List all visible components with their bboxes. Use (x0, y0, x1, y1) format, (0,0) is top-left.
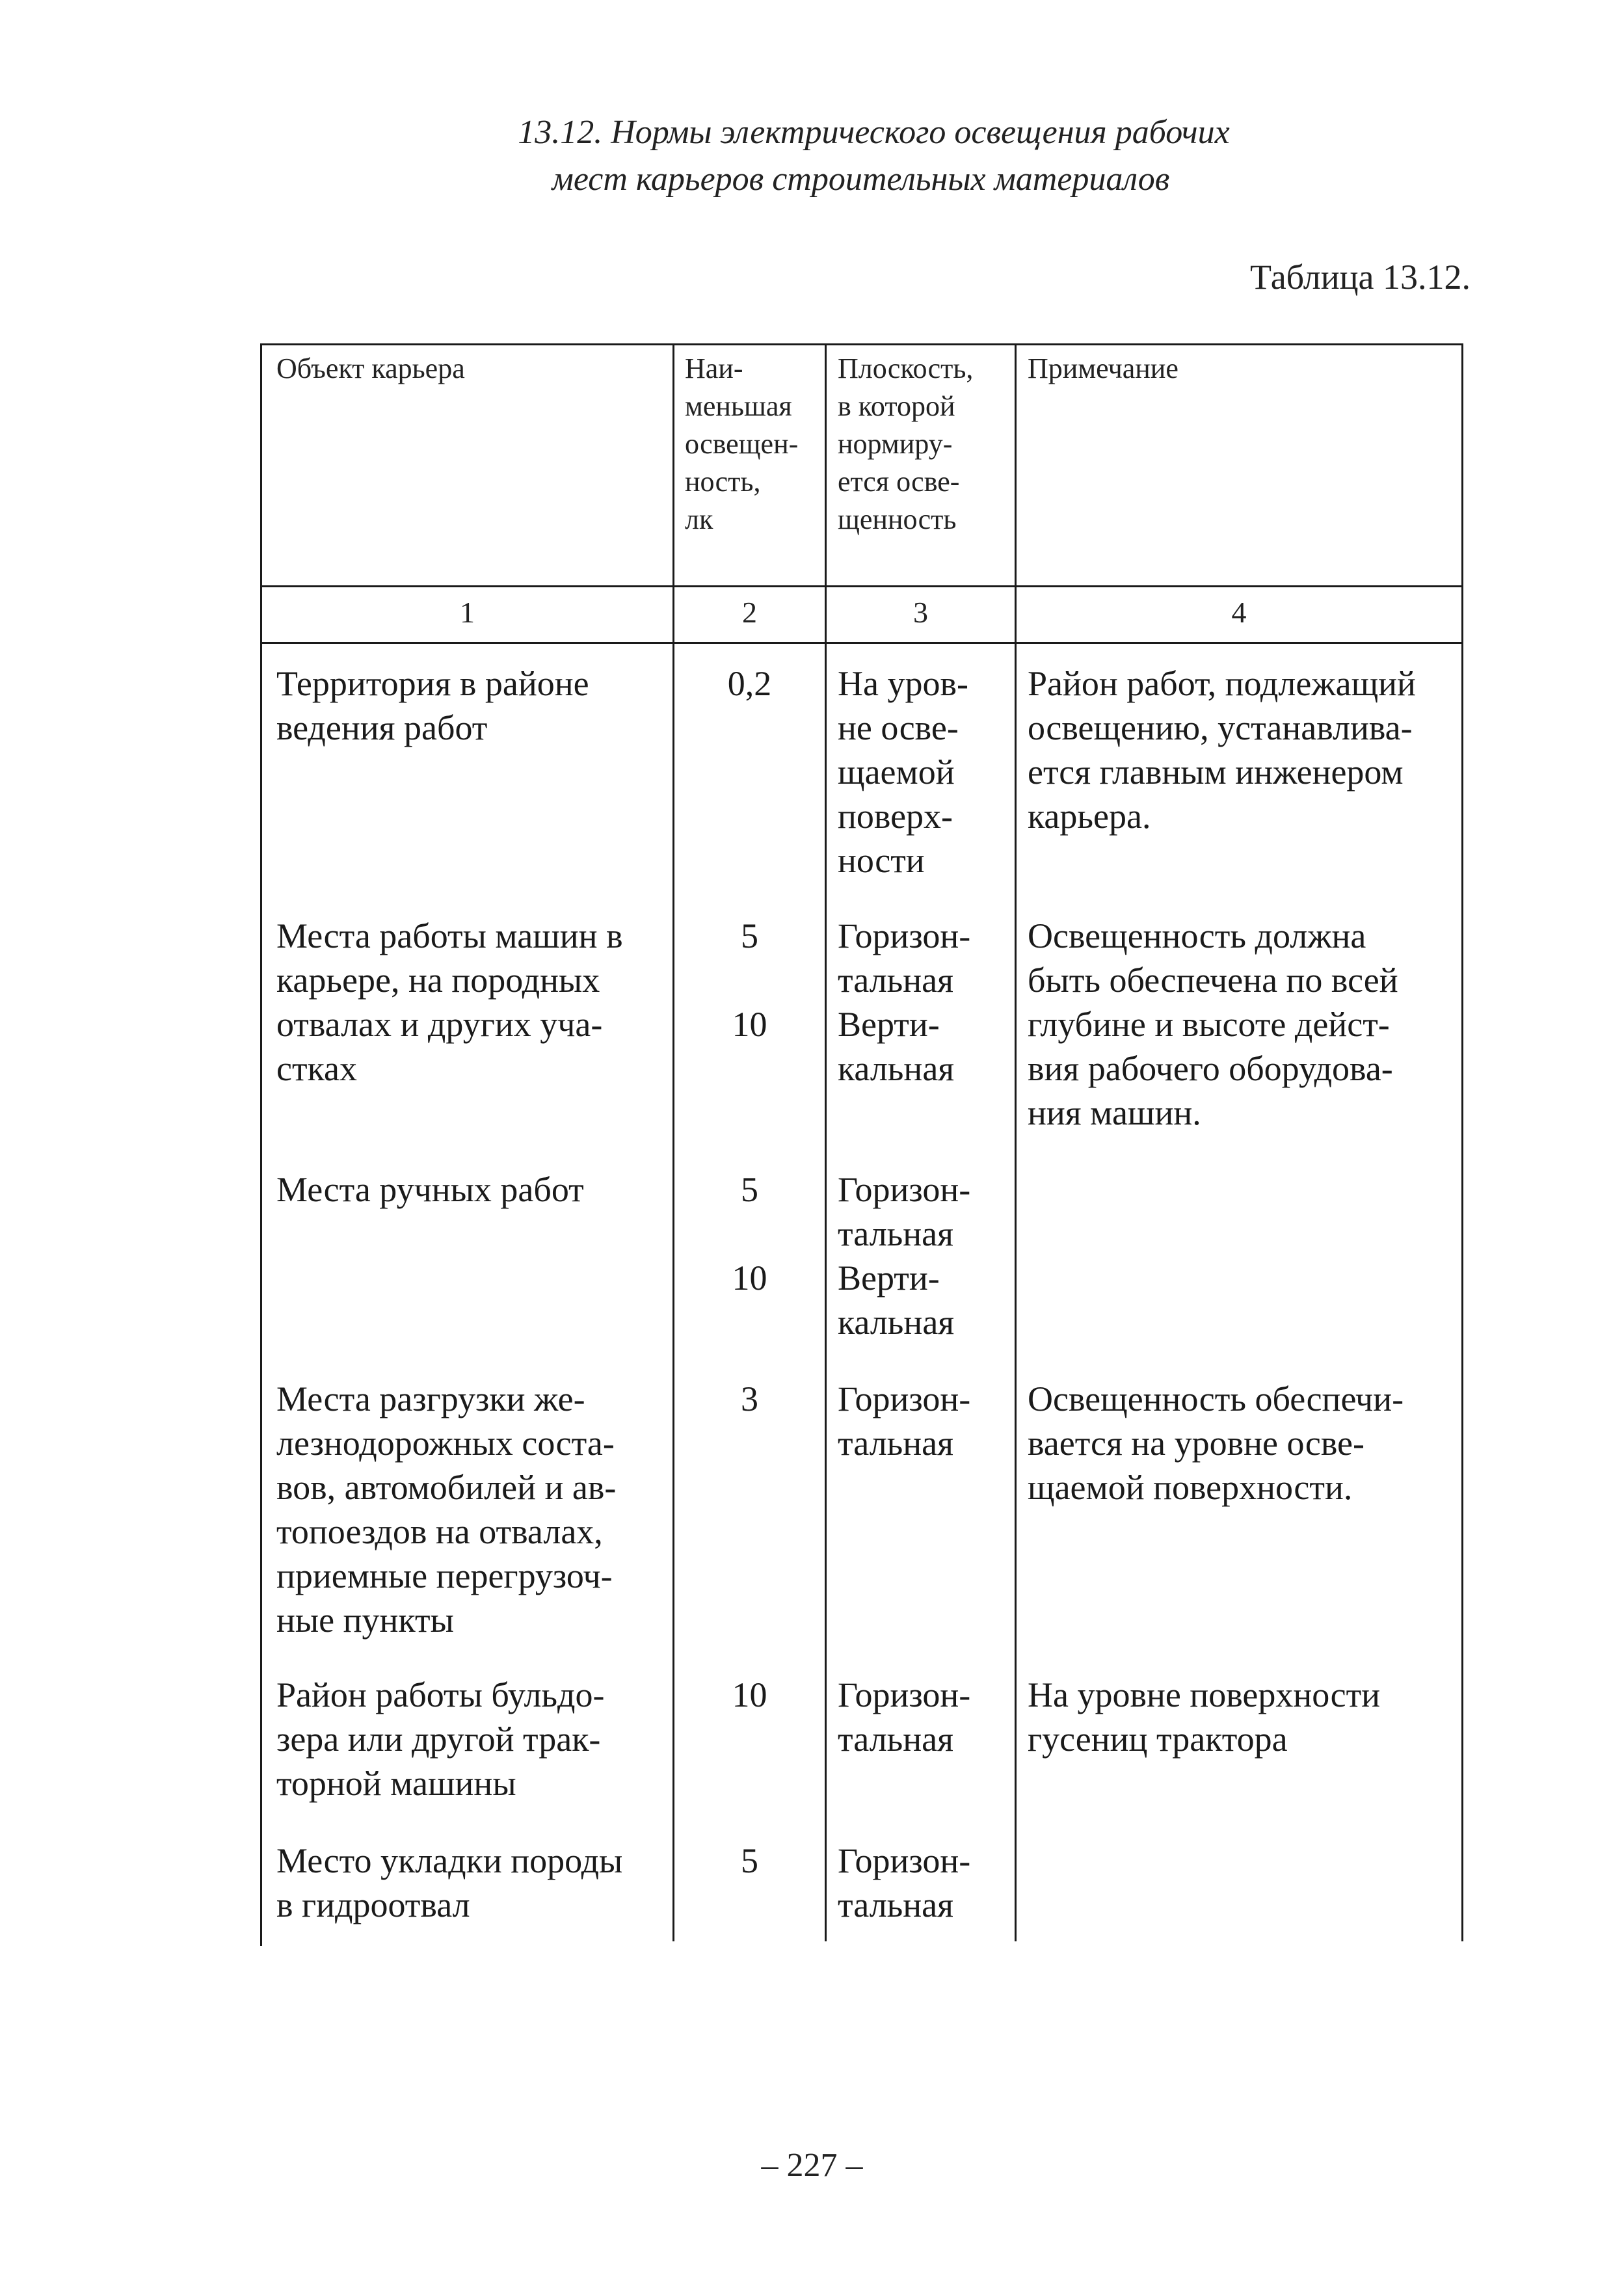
column-number-4: 4 (1231, 596, 1247, 629)
header-lux: Наи- меньшая освещен- ность, лк (685, 353, 799, 535)
column-number-2: 2 (742, 596, 757, 629)
table-top-border (260, 343, 1463, 345)
section-heading (0, 109, 1624, 203)
row-3-lux: 5 10 (732, 1170, 767, 1297)
row-2-plane: Горизон- тальная Верти- кальная (838, 916, 971, 1088)
row-1-plane: На уров- не осве- щаемой поверх- ности (838, 664, 968, 880)
row-5-object: Район работы бульдо- зера или другой трак- торной машины (276, 1675, 605, 1803)
row-1-lux: 0,2 (727, 664, 772, 703)
column-number-3: 3 (913, 596, 928, 629)
heading-line-1: 13.12. Нормы электрического освещения рабочих (518, 114, 1230, 151)
row-4-plane: Горизон- тальная (838, 1379, 971, 1463)
table-label: Таблица 13.12. (1250, 258, 1471, 297)
row-5-lux: 10 (732, 1675, 767, 1714)
row-3-plane: Горизон- тальная Верти- кальная (838, 1170, 971, 1342)
row-2-object: Места работы машин в карьере, на породных отвалах и других уча- стках (276, 916, 623, 1088)
table-right-border (1461, 343, 1463, 1941)
row-1-note: Район работ, подлежащий освещению, устанавлива- ется главным инженером карьера. (1028, 664, 1416, 836)
row-4-object: Места разгрузки же- лезнодорожных соста- вов, автомобилей и ав- топоездов на отвалах, приемные перегрузоч- ные пункты (276, 1379, 617, 1640)
row-5-plane: Горизон- тальная (838, 1675, 971, 1759)
row-6-object: Место укладки породы в гидроотвал (276, 1841, 623, 1924)
header-note: Примечание (1028, 353, 1178, 384)
column-divider-2 (825, 343, 827, 1941)
row-2-lux: 5 10 (732, 916, 767, 1044)
row-1-object: Территория в районе ведения работ (276, 664, 589, 747)
row-3-object: Места ручных работ (276, 1170, 584, 1209)
numbers-bottom-border (260, 642, 1463, 644)
header-object: Объект карьера (276, 353, 465, 384)
heading-line-2: мест карьеров строительных материалов (552, 161, 1170, 198)
header-bottom-border (260, 585, 1463, 587)
row-4-note: Освещенность обеспечи- вается на уровне осве- щаемой поверхности. (1028, 1379, 1404, 1507)
row-2-note: Освещенность должна быть обеспечена по всей глубине и высоте дейст- вия рабочего оборудова- ния машин. (1028, 916, 1398, 1132)
row-5-note: На уровне поверхности гусениц трактора (1028, 1675, 1381, 1759)
row-6-lux: 5 (741, 1841, 758, 1880)
column-number-1: 1 (460, 596, 475, 629)
row-6-plane: Горизон- тальная (838, 1841, 971, 1924)
header-plane: Плоскость, в которой нормиру- ется осве- щенность (838, 353, 974, 535)
row-4-lux: 3 (741, 1379, 758, 1418)
body-left-border (260, 642, 262, 1946)
column-divider-3 (1015, 343, 1017, 1941)
page-number: – 227 – (761, 2147, 863, 2184)
